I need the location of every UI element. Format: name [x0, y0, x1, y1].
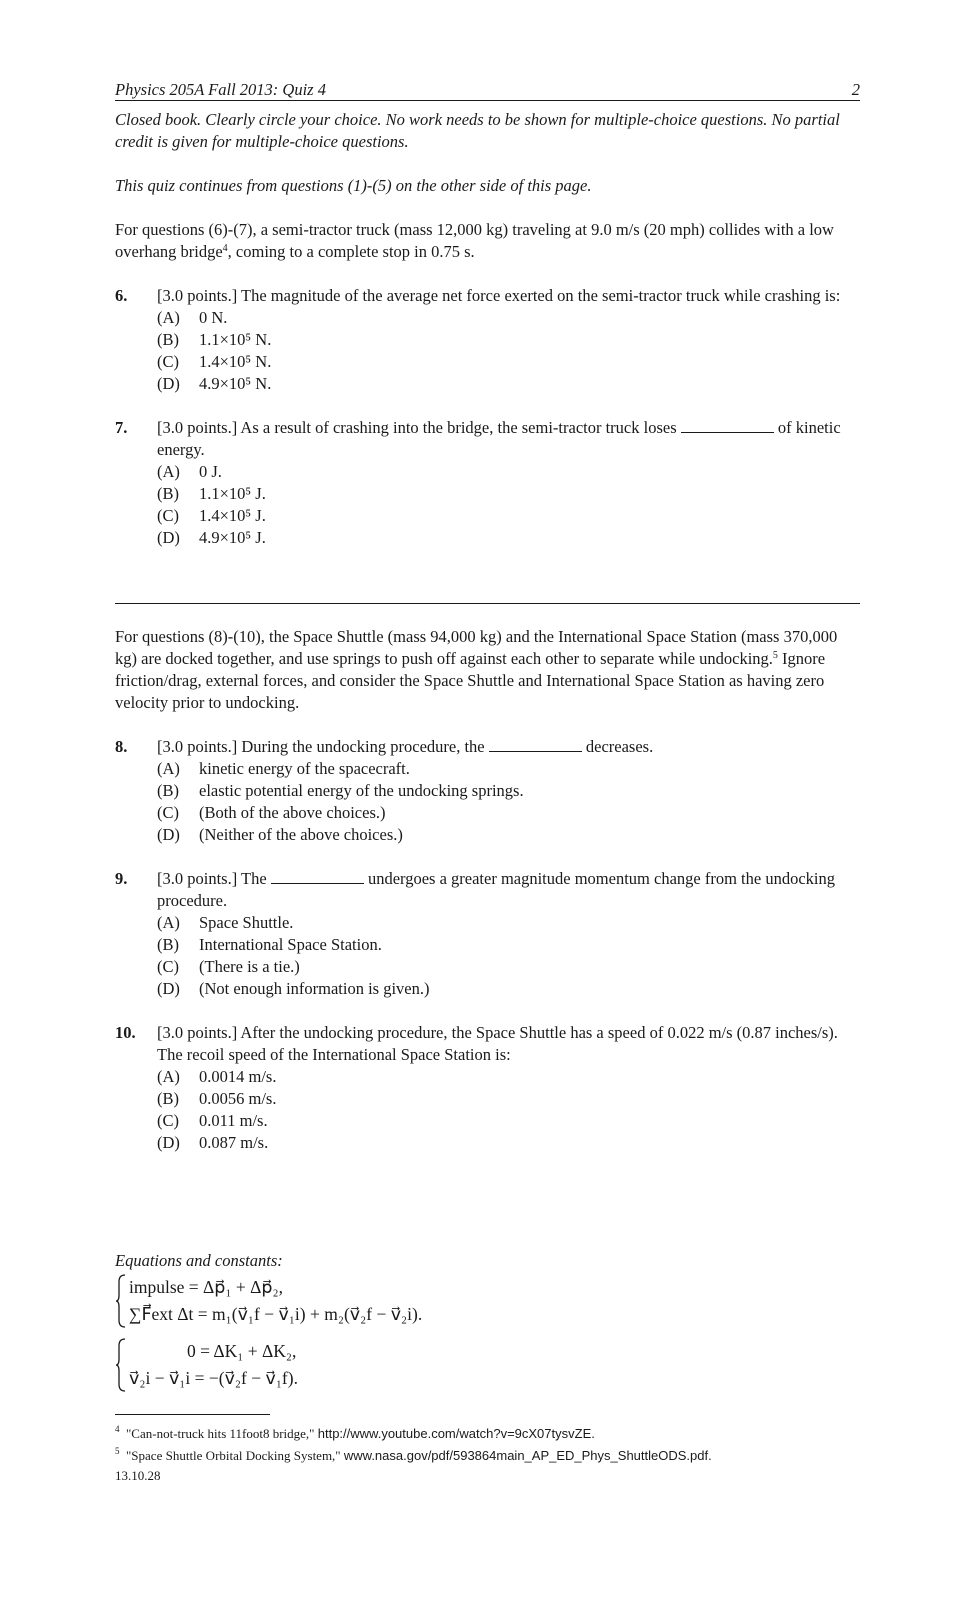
equation-relative-velocity: v⃗₂i − v⃗₁i = −(v⃗₂f − v⃗₁f).: [129, 1368, 298, 1388]
option-label: (A): [157, 462, 180, 481]
answer-option[interactable]: [157, 351, 860, 373]
option-text: (Both of the above choices.): [199, 803, 386, 822]
question-prompt: [3.0 points.] The magnitude of the average net force exerted on the semi-tractor truck while crashing is:: [157, 286, 841, 305]
question-10: [115, 1022, 860, 1154]
option-text: (Not enough information is given.): [199, 979, 430, 998]
option-label: (A): [157, 1067, 180, 1086]
answer-blank: [681, 418, 774, 433]
question-number: 8.: [115, 737, 128, 756]
date-code: 13.10.28: [115, 1468, 161, 1483]
option-label: (B): [157, 781, 179, 800]
option-text: 1.1×10⁵ J.: [199, 484, 266, 503]
option-label: (D): [157, 979, 180, 998]
footnotes: [115, 1423, 860, 1485]
answer-option[interactable]: [157, 461, 860, 483]
scenario-intro-truck: For questions (6)-(7), a semi-tractor truck (mass 12,000 kg) traveling at 9.0 m/s (20 mph) collides with a low overhang bridge$^4$, coming to a complete stop in 0.75 s.: [115, 220, 834, 261]
option-text: 0.0056 m/s.: [199, 1089, 277, 1108]
question-number: 10.: [115, 1023, 136, 1042]
answer-option[interactable]: [157, 802, 860, 824]
answer-option[interactable]: [157, 934, 860, 956]
equation-kinetic-energy: 0 = ΔK₁ + ΔK₂,: [187, 1341, 297, 1361]
option-label: (A): [157, 308, 180, 327]
question-8: [115, 736, 860, 846]
option-label: (C): [157, 1111, 179, 1130]
answer-option[interactable]: [157, 824, 860, 846]
answer-option[interactable]: [157, 1066, 860, 1088]
left-brace: [115, 1338, 127, 1392]
answer-option[interactable]: [157, 912, 860, 934]
equations-block: [115, 1274, 860, 1392]
question-prompt: [3.0 points.] After the undocking procedure, the Space Shuttle has a speed of 0.022 m/s (0.87 inches/s). The recoil speed of the International Space Station is:: [157, 1023, 838, 1064]
footnote-divider: [115, 1414, 270, 1415]
option-text: 1.4×10⁵ J.: [199, 506, 266, 525]
option-text: International Space Station.: [199, 935, 382, 954]
option-label: (D): [157, 1133, 180, 1152]
footnote-5: $^5$ "Space Shuttle Orbital Docking System," www.nasa.gov/pdf/593864main_AP_ED_Phys_ShuttleODS.pdf.: [115, 1446, 712, 1463]
equation-momentum: ∑F⃗ext Δt = m₁(v⃗₁f − v⃗₁i) + m₂(v⃗₂f − v⃗₂i).: [129, 1304, 423, 1324]
option-text: kinetic energy of the spacecraft.: [199, 759, 410, 778]
answer-option[interactable]: [157, 1088, 860, 1110]
scenario-intro-shuttle: For questions (8)-(10), the Space Shuttle (mass 94,000 kg) and the International Space Station (mass 370,000 kg) are docked together, and use springs to push off against each other to separate while undocking.$^5$ Ignore friction/drag, external forces, and consider the Space Shuttle and International Space Station as having zero velocity prior to undocking.: [115, 627, 838, 712]
page-number: 2: [851, 80, 860, 99]
footnote-ref-5: 5: [772, 650, 778, 661]
option-text: 4.9×10⁵ N.: [199, 374, 272, 393]
answer-option[interactable]: [157, 978, 860, 1000]
option-text: 0.011 m/s.: [199, 1111, 268, 1130]
option-text: 0 J.: [199, 462, 222, 481]
option-text: 4.9×10⁵ J.: [199, 528, 266, 547]
option-label: (B): [157, 1089, 179, 1108]
option-label: (A): [157, 759, 180, 778]
answer-option[interactable]: [157, 780, 860, 802]
question-9: [115, 868, 860, 1000]
option-text: (Neither of the above choices.): [199, 825, 403, 844]
footnote-link[interactable]: http://www.youtube.com/watch?v=9cX07tysvZE.: [317, 1426, 595, 1441]
option-label: (D): [157, 528, 180, 547]
option-text: 0.087 m/s.: [199, 1133, 269, 1152]
question-group-truck: [115, 285, 860, 549]
equation-impulse: impulse = Δp⃗₁ + Δp⃗₂,: [129, 1277, 283, 1297]
option-label: (A): [157, 913, 180, 932]
answer-option[interactable]: [157, 1132, 860, 1154]
page-header: [115, 80, 860, 101]
answer-option[interactable]: [157, 505, 860, 527]
option-text: 1.4×10⁵ N.: [199, 352, 272, 371]
option-label: (B): [157, 484, 179, 503]
equations-title: Equations and constants:: [115, 1251, 283, 1270]
option-label: (D): [157, 374, 180, 393]
option-label: (D): [157, 825, 180, 844]
option-label: (C): [157, 506, 179, 525]
option-text: elastic potential energy of the undocking springs.: [199, 781, 524, 800]
answer-blank: [271, 869, 364, 884]
answer-blank: [489, 737, 582, 752]
answer-option[interactable]: [157, 329, 860, 351]
option-text: Space Shuttle.: [199, 913, 294, 932]
question-prompt: [3.0 points.] During the undocking procedure, the decreases.: [157, 737, 654, 756]
answer-option[interactable]: [157, 307, 860, 329]
answer-option[interactable]: [157, 373, 860, 395]
answer-option[interactable]: [157, 758, 860, 780]
option-text: 0 N.: [199, 308, 228, 327]
question-6: [115, 285, 860, 395]
option-text: 0.0014 m/s.: [199, 1067, 277, 1086]
option-label: (C): [157, 957, 179, 976]
answer-option[interactable]: [157, 527, 860, 549]
question-7: [115, 417, 860, 549]
option-label: (C): [157, 352, 179, 371]
option-text: 1.1×10⁵ N.: [199, 330, 272, 349]
answer-option[interactable]: [157, 956, 860, 978]
footnote-ref-4: 4: [222, 243, 228, 254]
answer-option[interactable]: [157, 1110, 860, 1132]
question-prompt: [3.0 points.] The undergoes a greater magnitude momentum change from the undocking procedure.: [157, 869, 835, 910]
instructions: Closed book. Clearly circle your choice. No work needs to be shown for multiple-choice questions. No partial credit is given for multiple-choice questions.: [115, 110, 840, 151]
equation-system-elastic: [115, 1338, 860, 1392]
question-number: 6.: [115, 286, 128, 305]
page-title: Physics 205A Fall 2013: Quiz 4: [115, 80, 326, 99]
option-text: (There is a tie.): [199, 957, 300, 976]
question-number: 9.: [115, 869, 128, 888]
quiz-page: [115, 80, 860, 1485]
footnote-link[interactable]: www.nasa.gov/pdf/593864main_AP_ED_Phys_ShuttleODS.pdf.: [343, 1448, 712, 1463]
footnote-4: $^4$ "Can-not-truck hits 11foot8 bridge," http://www.youtube.com/watch?v=9cX07tysvZE.: [115, 1424, 595, 1441]
continuation-note: This quiz continues from questions (1)-(5) on the other side of this page.: [115, 176, 592, 195]
section-divider: [115, 603, 860, 604]
question-prompt: [3.0 points.] As a result of crashing into the bridge, the semi-tractor truck loses of kinetic energy.: [157, 418, 841, 459]
option-label: (B): [157, 330, 179, 349]
answer-option[interactable]: [157, 483, 860, 505]
question-group-shuttle: [115, 736, 860, 1154]
question-number: 7.: [115, 418, 128, 437]
option-label: (B): [157, 935, 179, 954]
option-label: (C): [157, 803, 179, 822]
left-brace: [115, 1274, 127, 1328]
equation-system-momentum: [115, 1274, 860, 1328]
